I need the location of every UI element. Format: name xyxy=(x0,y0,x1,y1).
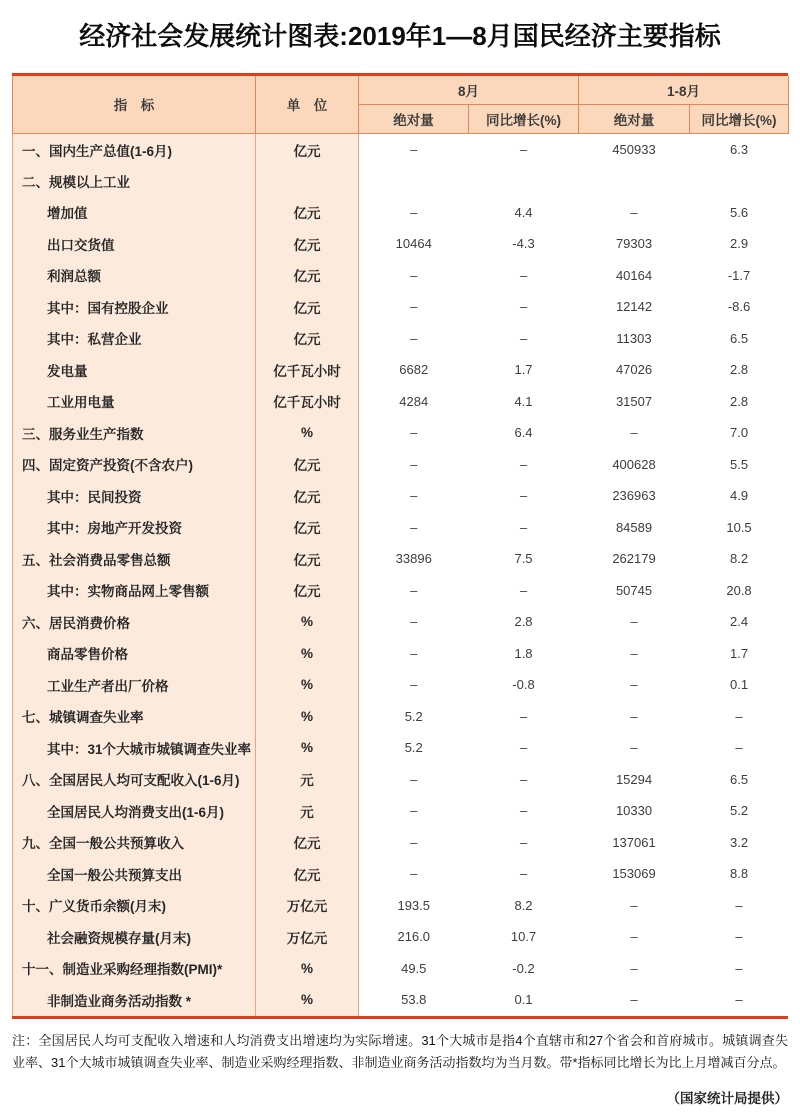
cum-yoy-value: 1.7 xyxy=(690,638,789,670)
cum-yoy-value: – xyxy=(690,921,789,953)
cum-yoy-value: 2.8 xyxy=(690,386,789,418)
unit-value: % xyxy=(256,417,359,449)
cum-absolute-value: 400628 xyxy=(579,449,690,481)
indicator-label: 出口交货值 xyxy=(13,228,256,260)
cum-yoy-value: 4.9 xyxy=(690,480,789,512)
aug-yoy-value: – xyxy=(469,291,579,323)
header-cum-yoy: 同比增长(%) xyxy=(690,105,789,134)
table-row xyxy=(13,858,789,890)
unit-value: 亿元 xyxy=(256,480,359,512)
aug-absolute-value: – xyxy=(359,134,469,166)
table-row xyxy=(13,512,789,544)
table-row xyxy=(13,890,789,922)
unit-value: % xyxy=(256,953,359,985)
cum-yoy-value: – xyxy=(690,984,789,1016)
aug-absolute-value: 33896 xyxy=(359,543,469,575)
cum-yoy-value: 0.1 xyxy=(690,669,789,701)
cum-absolute-value: 450933 xyxy=(579,134,690,166)
cum-yoy-value: -8.6 xyxy=(690,291,789,323)
indicator-label: 利润总额 xyxy=(13,260,256,292)
aug-yoy-value: – xyxy=(469,575,579,607)
unit-value: % xyxy=(256,701,359,733)
header-jan-aug: 1-8月 xyxy=(579,76,789,105)
unit-value: % xyxy=(256,669,359,701)
indicator-label: 五、社会消费品零售总额 xyxy=(13,543,256,575)
aug-absolute-value: 6682 xyxy=(359,354,469,386)
table-header xyxy=(13,76,789,134)
cum-absolute-value: – xyxy=(579,606,690,638)
aug-yoy-value: – xyxy=(469,732,579,764)
aug-yoy-value: 4.1 xyxy=(469,386,579,418)
indicator-label: 全国一般公共预算支出 xyxy=(13,858,256,890)
aug-absolute-value: – xyxy=(359,291,469,323)
table-row xyxy=(13,323,789,355)
cum-yoy-value: 3.2 xyxy=(690,827,789,859)
cum-yoy-value: 6.3 xyxy=(690,134,789,166)
cum-yoy-value: – xyxy=(690,890,789,922)
aug-absolute-value: 193.5 xyxy=(359,890,469,922)
aug-yoy-value: 8.2 xyxy=(469,890,579,922)
unit-value: 亿元 xyxy=(256,449,359,481)
cum-absolute-value: 12142 xyxy=(579,291,690,323)
cum-absolute-value: – xyxy=(579,669,690,701)
indicator-label: 其中：私营企业 xyxy=(13,323,256,355)
aug-absolute-value: – xyxy=(359,638,469,670)
footnote: 注：全国居民人均可支配收入增速和人均消费支出增速均为实际增速。31个大城市是指4个直辖市和27个省会和首府城市。城镇调查失业率、31个大城市城镇调查失业率、制造业采购经理指数、非制造业商务活动指数均为当月数。带*指标同比增长为比上月增减百分点。 xyxy=(12,1032,788,1070)
unit-value: 亿元 xyxy=(256,134,359,166)
cum-absolute-value: 10330 xyxy=(579,795,690,827)
unit-value xyxy=(256,165,359,197)
aug-absolute-value: – xyxy=(359,197,469,229)
aug-yoy-value: – xyxy=(469,134,579,166)
cum-yoy-value: 2.4 xyxy=(690,606,789,638)
indicator-label: 十一、制造业采购经理指数(PMI)* xyxy=(13,953,256,985)
unit-value: 亿元 xyxy=(256,228,359,260)
cum-yoy-value: 5.6 xyxy=(690,197,789,229)
table-row xyxy=(13,795,789,827)
aug-absolute-value: – xyxy=(359,858,469,890)
table-row xyxy=(13,827,789,859)
cum-absolute-value: 47026 xyxy=(579,354,690,386)
cum-yoy-value: -1.7 xyxy=(690,260,789,292)
unit-value: 元 xyxy=(256,764,359,796)
indicator-label: 八、全国居民人均可支配收入(1-6月) xyxy=(13,764,256,796)
cum-yoy-value: 8.2 xyxy=(690,543,789,575)
table-row xyxy=(13,732,789,764)
aug-absolute-value: – xyxy=(359,512,469,544)
aug-yoy-value: – xyxy=(469,260,579,292)
aug-yoy-value: 4.4 xyxy=(469,197,579,229)
table-row xyxy=(13,260,789,292)
table-row xyxy=(13,291,789,323)
aug-yoy-value: 2.8 xyxy=(469,606,579,638)
aug-absolute-value: 4284 xyxy=(359,386,469,418)
cum-yoy-value: 20.8 xyxy=(690,575,789,607)
table-row xyxy=(13,417,789,449)
cum-yoy-value: 2.8 xyxy=(690,354,789,386)
table-row xyxy=(13,984,789,1016)
header-indicator: 指 标 xyxy=(13,76,256,134)
cum-absolute-value: – xyxy=(579,732,690,764)
cum-absolute-value: – xyxy=(579,890,690,922)
aug-absolute-value: 5.2 xyxy=(359,701,469,733)
source-credit: （国家统计局提供） xyxy=(666,1091,788,1107)
table-row xyxy=(13,953,789,985)
cum-yoy-value: 5.5 xyxy=(690,449,789,481)
unit-value: 亿千瓦小时 xyxy=(256,386,359,418)
unit-value: % xyxy=(256,638,359,670)
aug-yoy-value: 6.4 xyxy=(469,417,579,449)
cum-absolute-value: 15294 xyxy=(579,764,690,796)
cum-yoy-value: 6.5 xyxy=(690,764,789,796)
table-row xyxy=(13,354,789,386)
cum-yoy-value: 7.0 xyxy=(690,417,789,449)
unit-value: 亿元 xyxy=(256,291,359,323)
aug-absolute-value: – xyxy=(359,449,469,481)
cum-absolute-value: – xyxy=(579,984,690,1016)
unit-value: 亿元 xyxy=(256,858,359,890)
table-row xyxy=(13,134,789,166)
aug-absolute-value: 216.0 xyxy=(359,921,469,953)
cum-absolute-value: – xyxy=(579,953,690,985)
unit-value: 亿元 xyxy=(256,543,359,575)
unit-value: 万亿元 xyxy=(256,921,359,953)
aug-absolute-value: – xyxy=(359,260,469,292)
aug-yoy-value xyxy=(469,165,579,197)
aug-absolute-value: – xyxy=(359,606,469,638)
indicator-label: 七、城镇调查失业率 xyxy=(13,701,256,733)
aug-yoy-value: 0.1 xyxy=(469,984,579,1016)
table-row xyxy=(13,228,789,260)
indicator-label: 六、居民消费价格 xyxy=(13,606,256,638)
table-row xyxy=(13,764,789,796)
aug-yoy-value: – xyxy=(469,323,579,355)
unit-value: 亿元 xyxy=(256,575,359,607)
cum-absolute-value xyxy=(579,165,690,197)
header-unit: 单 位 xyxy=(256,76,359,134)
indicator-label: 商品零售价格 xyxy=(13,638,256,670)
cum-absolute-value: 84589 xyxy=(579,512,690,544)
cum-absolute-value: 11303 xyxy=(579,323,690,355)
unit-value: 万亿元 xyxy=(256,890,359,922)
table-row xyxy=(13,606,789,638)
table-row xyxy=(13,669,789,701)
cum-yoy-value: – xyxy=(690,701,789,733)
cum-yoy-value: – xyxy=(690,732,789,764)
indicator-label: 增加值 xyxy=(13,197,256,229)
aug-absolute-value: – xyxy=(359,827,469,859)
table-row xyxy=(13,449,789,481)
unit-value: 亿元 xyxy=(256,512,359,544)
aug-yoy-value: – xyxy=(469,480,579,512)
header-cum-absolute: 绝对量 xyxy=(579,105,690,134)
table-row xyxy=(13,197,789,229)
indicator-label: 其中：国有控股企业 xyxy=(13,291,256,323)
aug-yoy-value: -4.3 xyxy=(469,228,579,260)
indicator-label: 其中：民间投资 xyxy=(13,480,256,512)
unit-value: % xyxy=(256,984,359,1016)
cum-absolute-value: 40164 xyxy=(579,260,690,292)
indicator-label: 社会融资规模存量(月末) xyxy=(13,921,256,953)
aug-absolute-value: – xyxy=(359,417,469,449)
cum-absolute-value: 262179 xyxy=(579,543,690,575)
unit-value: % xyxy=(256,606,359,638)
table-body xyxy=(13,134,789,1016)
cum-yoy-value: 10.5 xyxy=(690,512,789,544)
aug-yoy-value: 1.7 xyxy=(469,354,579,386)
cum-yoy-value: 8.8 xyxy=(690,858,789,890)
indicator-label: 二、规模以上工业 xyxy=(13,165,256,197)
table-row xyxy=(13,921,789,953)
aug-yoy-value: – xyxy=(469,827,579,859)
unit-value: 亿元 xyxy=(256,323,359,355)
cum-yoy-value: 6.5 xyxy=(690,323,789,355)
indicator-label: 其中：实物商品网上零售额 xyxy=(13,575,256,607)
unit-value: % xyxy=(256,732,359,764)
cum-absolute-value: 79303 xyxy=(579,228,690,260)
aug-yoy-value: -0.8 xyxy=(469,669,579,701)
aug-yoy-value: 10.7 xyxy=(469,921,579,953)
cum-absolute-value: 31507 xyxy=(579,386,690,418)
cum-absolute-value: 236963 xyxy=(579,480,690,512)
indicator-label: 三、服务业生产指数 xyxy=(13,417,256,449)
cum-absolute-value: – xyxy=(579,417,690,449)
cum-yoy-value: 5.2 xyxy=(690,795,789,827)
cum-absolute-value: 50745 xyxy=(579,575,690,607)
aug-yoy-value: – xyxy=(469,858,579,890)
aug-yoy-value: 1.8 xyxy=(469,638,579,670)
aug-absolute-value: – xyxy=(359,575,469,607)
aug-yoy-value: -0.2 xyxy=(469,953,579,985)
cum-yoy-value: 2.9 xyxy=(690,228,789,260)
aug-yoy-value: – xyxy=(469,764,579,796)
cum-absolute-value: – xyxy=(579,638,690,670)
table-row xyxy=(13,638,789,670)
cum-absolute-value: 153069 xyxy=(579,858,690,890)
table-row xyxy=(13,386,789,418)
aug-absolute-value: 49.5 xyxy=(359,953,469,985)
unit-value: 元 xyxy=(256,795,359,827)
cum-yoy-value xyxy=(690,165,789,197)
indicator-label: 非制造业商务活动指数 * xyxy=(13,984,256,1016)
aug-absolute-value: – xyxy=(359,764,469,796)
indicator-label: 一、国内生产总值(1-6月) xyxy=(13,134,256,166)
table-row xyxy=(13,701,789,733)
header-aug-yoy: 同比增长(%) xyxy=(469,105,579,134)
table-row xyxy=(13,575,789,607)
aug-absolute-value: 10464 xyxy=(359,228,469,260)
aug-yoy-value: – xyxy=(469,512,579,544)
aug-absolute-value: – xyxy=(359,669,469,701)
indicator-label: 工业生产者出厂价格 xyxy=(13,669,256,701)
aug-absolute-value: – xyxy=(359,323,469,355)
indicator-label: 工业用电量 xyxy=(13,386,256,418)
unit-value: 亿元 xyxy=(256,197,359,229)
indicator-label: 九、全国一般公共预算收入 xyxy=(13,827,256,859)
indicator-label: 其中：房地产开发投资 xyxy=(13,512,256,544)
aug-absolute-value: 5.2 xyxy=(359,732,469,764)
cum-absolute-value: – xyxy=(579,197,690,229)
aug-absolute-value xyxy=(359,165,469,197)
cum-absolute-value: 137061 xyxy=(579,827,690,859)
page-title: 经济社会发展统计图表:2019年1—8月国民经济主要指标 xyxy=(79,21,721,51)
cum-yoy-value: – xyxy=(690,953,789,985)
aug-yoy-value: – xyxy=(469,795,579,827)
header-aug-absolute: 绝对量 xyxy=(359,105,469,134)
aug-yoy-value: – xyxy=(469,449,579,481)
indicators-table xyxy=(12,76,789,1016)
header-august: 8月 xyxy=(359,76,579,105)
unit-value: 亿元 xyxy=(256,827,359,859)
indicator-label: 十、广义货币余额(月末) xyxy=(13,890,256,922)
indicator-label: 四、固定资产投资(不含农户) xyxy=(13,449,256,481)
indicator-label: 发电量 xyxy=(13,354,256,386)
aug-yoy-value: – xyxy=(469,701,579,733)
aug-yoy-value: 7.5 xyxy=(469,543,579,575)
cum-absolute-value: – xyxy=(579,921,690,953)
indicator-label: 全国居民人均消费支出(1-6月) xyxy=(13,795,256,827)
table-row xyxy=(13,165,789,197)
unit-value: 亿元 xyxy=(256,260,359,292)
table-row xyxy=(13,480,789,512)
indicator-label: 其中：31个大城市城镇调查失业率 xyxy=(13,732,256,764)
aug-absolute-value: – xyxy=(359,795,469,827)
unit-value: 亿千瓦小时 xyxy=(256,354,359,386)
cum-absolute-value: – xyxy=(579,701,690,733)
aug-absolute-value: – xyxy=(359,480,469,512)
table-row xyxy=(13,543,789,575)
indicators-table-wrapper xyxy=(12,73,788,1019)
aug-absolute-value: 53.8 xyxy=(359,984,469,1016)
